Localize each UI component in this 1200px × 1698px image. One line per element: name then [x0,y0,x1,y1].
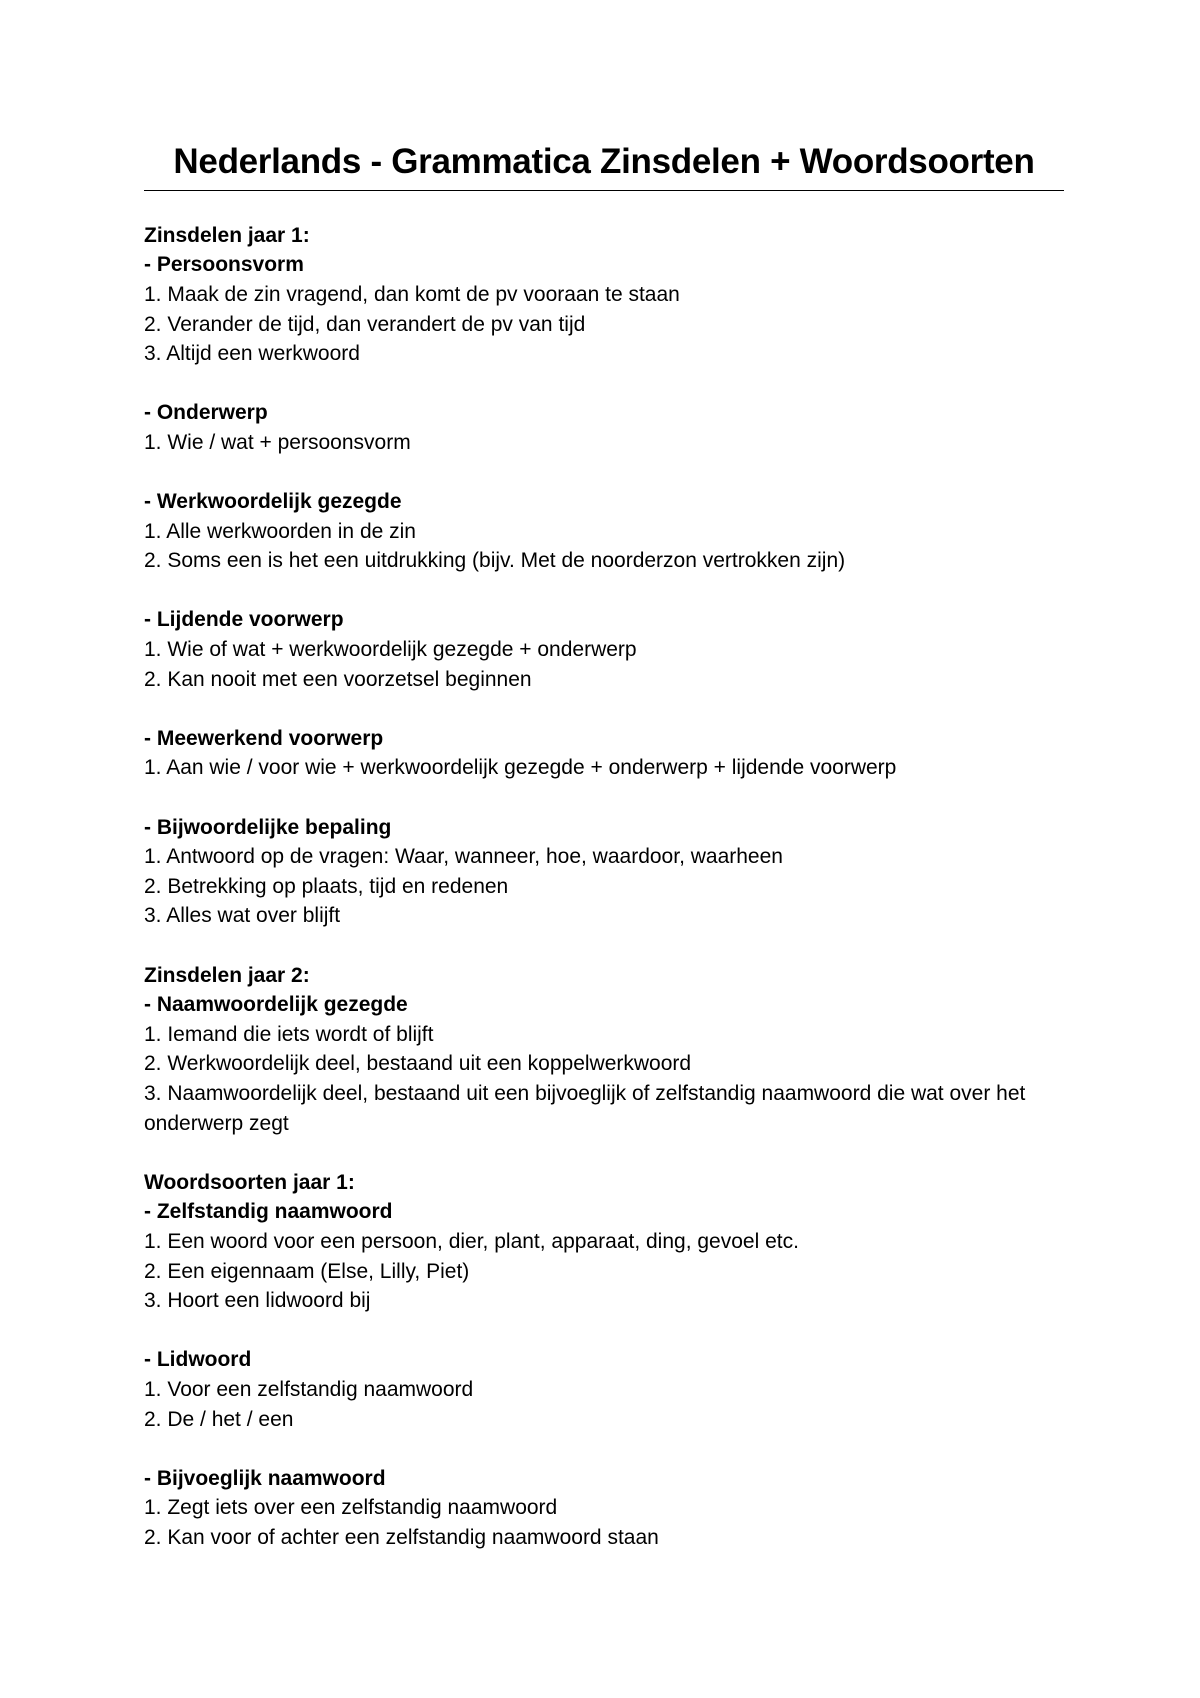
blank-line [144,369,1064,399]
list-item: 1. Zegt iets over een zelfstandig naamwoord [144,1496,558,1520]
list-item: 3. Altijd een werkwoord [144,342,360,366]
list-item: 1. Maak de zin vragend, dan komt de pv vooraan te staan [144,282,680,306]
list-item: 1. Een woord voor een persoon, dier, plant, apparaat, ding, gevoel etc. [144,1229,799,1253]
blank-line [144,694,1064,724]
blank-line [144,1316,1064,1346]
list-item: 1. Voor een zelfstandig naamwoord [144,1377,474,1401]
subsection-heading: - Naamwoordelijk gezegde [144,993,408,1017]
list-item: 2. Betrekking op plaats, tijd en redenen [144,874,509,898]
section-heading: Woordsoorten jaar 1: [144,1170,355,1194]
list-item: 1. Wie / wat + persoonsvorm [144,430,411,454]
section-heading: Zinsdelen jaar 1: [144,223,310,247]
list-item: 2. Een eigennaam (Else, Lilly, Piet) [144,1259,470,1283]
subsection-heading: - Persoonsvorm [144,253,304,277]
subsection-heading: - Lidwoord [144,1348,252,1372]
subsection-heading: - Werkwoordelijk gezegde [144,490,402,514]
document-page [144,140,1064,1552]
subsection-heading: - Meewerkend voorwerp [144,726,384,750]
blank-line [144,783,1064,813]
subsection-heading: - Bijwoordelijke bepaling [144,815,392,839]
subsection-heading: - Zelfstandig naamwoord [144,1200,393,1224]
subsection-heading: - Bijvoeglijk naamwoord [144,1466,386,1490]
list-item: 2. Kan nooit met een voorzetsel beginnen [144,667,532,691]
list-item: 2. Werkwoordelijk deel, bestaand uit een koppelwerkwoord [144,1052,692,1076]
list-item: 2. Verander de tijd, dan verandert de pv van tijd [144,312,586,336]
list-item: 2. Soms een is het een uitdrukking (bijv. Met de noorderzon vertrokken zijn) [144,549,846,573]
list-item: 1. Iemand die iets wordt of blijft [144,1022,434,1046]
list-item: 1. Aan wie / voor wie + werkwoordelijk gezegde + onderwerp + lijdende voorwerp [144,756,897,780]
section-zinsdelen-jaar-2 [144,961,1064,1168]
list-item: 2. Kan voor of achter een zelfstandig naamwoord staan [144,1525,659,1549]
list-item: 1. Alle werkwoorden in de zin [144,519,416,543]
blank-line [144,576,1064,606]
title-underline [144,190,1064,191]
section-zinsdelen-jaar-1 [144,221,1064,961]
list-item: 1. Wie of wat + werkwoordelijk gezegde + onderwerp [144,638,637,662]
section-heading: Zinsdelen jaar 2: [144,963,310,987]
list-item: 3. Hoort een lidwoord bij [144,1289,371,1313]
list-item: 1. Antwoord op de vragen: Waar, wanneer, hoe, waardoor, waarheen [144,845,783,869]
document-title: Nederlands - Grammatica Zinsdelen + Woordsoorten [173,142,1035,181]
blank-line [144,1138,1064,1168]
subsection-heading: - Onderwerp [144,401,268,425]
section-woordsoorten-jaar-1 [144,1168,1064,1553]
list-item: 2. De / het / een [144,1407,294,1431]
subsection-heading: - Lijdende voorwerp [144,608,344,632]
list-item: 3. Alles wat over blijft [144,904,341,928]
blank-line [144,931,1064,961]
blank-line [144,458,1064,488]
list-item: 3. Naamwoordelijk deel, bestaand uit een bijvoeglijk of zelfstandig naamwoord die wat over het onderwerp zegt [144,1081,1026,1135]
blank-line [144,1434,1064,1464]
